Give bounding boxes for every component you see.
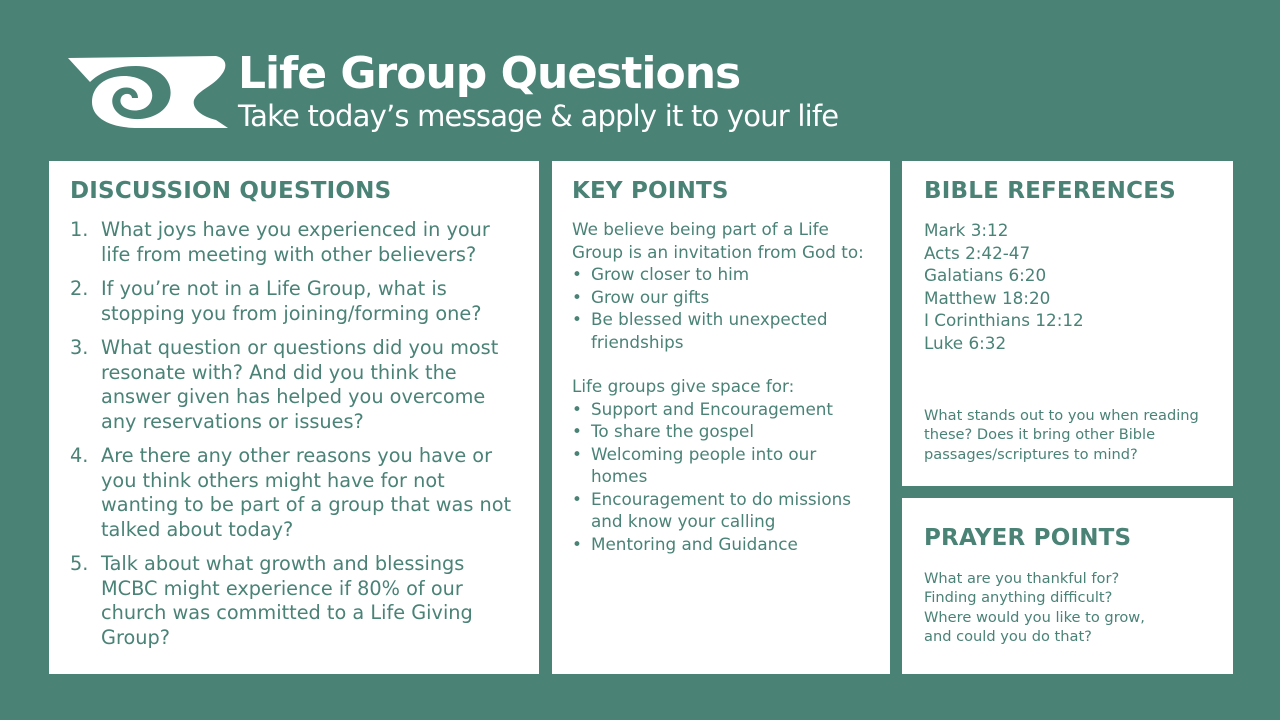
question-number: 5. xyxy=(70,552,89,575)
reference-item: Galatians 6:20 xyxy=(924,265,1047,285)
key-points-heading: KEY POINTS xyxy=(572,178,729,204)
question-number: 1. xyxy=(70,218,89,241)
question-list xyxy=(70,218,519,650)
question-item xyxy=(70,552,519,650)
reference-item: Luke 6:32 xyxy=(924,332,1007,353)
list-item: • Grow closer to him xyxy=(572,263,870,286)
key-points-card xyxy=(552,161,890,674)
prayer-line: What are you thankful for? xyxy=(924,570,1120,587)
question-number: 2. xyxy=(70,277,89,300)
list-item: • To share the gospel xyxy=(572,420,870,443)
bible-reflection-question: What stands out to you when reading these? Does it bring other Bible passages/scriptures to mind? xyxy=(924,407,1199,463)
question-text: What joys have you experienced in your life from meeting with other believers? xyxy=(101,218,490,266)
question-text: Are there any other reasons you have or you think others might have for not wanting to be part of a group that was not talked about today? xyxy=(101,444,512,541)
bible-heading: BIBLE REFERENCES xyxy=(924,178,1176,204)
page-header xyxy=(66,48,966,138)
page-title: Life Group Questions xyxy=(238,48,741,99)
question-item xyxy=(70,336,519,434)
reference-item: Matthew 18:20 xyxy=(924,287,1051,308)
question-text: What question or questions did you most resonate with? And did you think the answer given has helped you overcome any reservations or issues? xyxy=(101,336,499,433)
list-item: • Encouragement to do missions and know your calling xyxy=(572,488,870,533)
list-item: • Welcoming people into our homes xyxy=(572,443,870,488)
list-item: • Grow our gifts xyxy=(572,286,870,309)
prayer-lines xyxy=(924,569,1217,647)
page-subtitle: Take today’s message & apply it to your life xyxy=(238,99,839,133)
question-item xyxy=(70,277,519,326)
reference-item: Acts 2:42-47 xyxy=(924,242,1031,263)
question-item xyxy=(70,444,519,542)
discussion-questions-card xyxy=(49,161,539,674)
question-text: Talk about what growth and blessings MCBC might experience if 80% of our church was committed to a Life Giving Group? xyxy=(101,552,473,649)
bible-references-card xyxy=(902,161,1233,486)
space-list xyxy=(572,398,870,556)
question-text: If you’re not in a Life Group, what is stopping you from joining/forming one? xyxy=(101,277,482,325)
list-item: • Support and Encouragement xyxy=(572,398,870,421)
prayer-points-card xyxy=(902,498,1233,674)
prayer-line: Where would you like to grow, xyxy=(924,608,1145,626)
prayer-heading: PRAYER POINTS xyxy=(924,525,1132,551)
question-item xyxy=(70,218,519,267)
list-item: • Mentoring and Guidance xyxy=(572,533,870,556)
key-points-intro: We believe being part of a Life Group is an invitation from God to: xyxy=(572,219,864,262)
space-intro: Life groups give space for: xyxy=(572,376,795,396)
reference-item: I Corinthians 12:12 xyxy=(924,310,1084,330)
prayer-line: and could you do that? xyxy=(924,628,1092,646)
question-number: 4. xyxy=(70,444,89,467)
discussion-heading: DISCUSSION QUESTIONS xyxy=(70,178,392,204)
prayer-line: Finding anything difficult? xyxy=(924,589,1113,607)
wave-swirl-logo-icon xyxy=(66,52,228,128)
invitation-list xyxy=(572,263,870,353)
reference-item: Mark 3:12 xyxy=(924,220,1009,240)
question-number: 3. xyxy=(70,336,89,359)
reference-list xyxy=(924,219,1217,354)
list-item: • Be blessed with unexpected friendships xyxy=(572,308,870,353)
